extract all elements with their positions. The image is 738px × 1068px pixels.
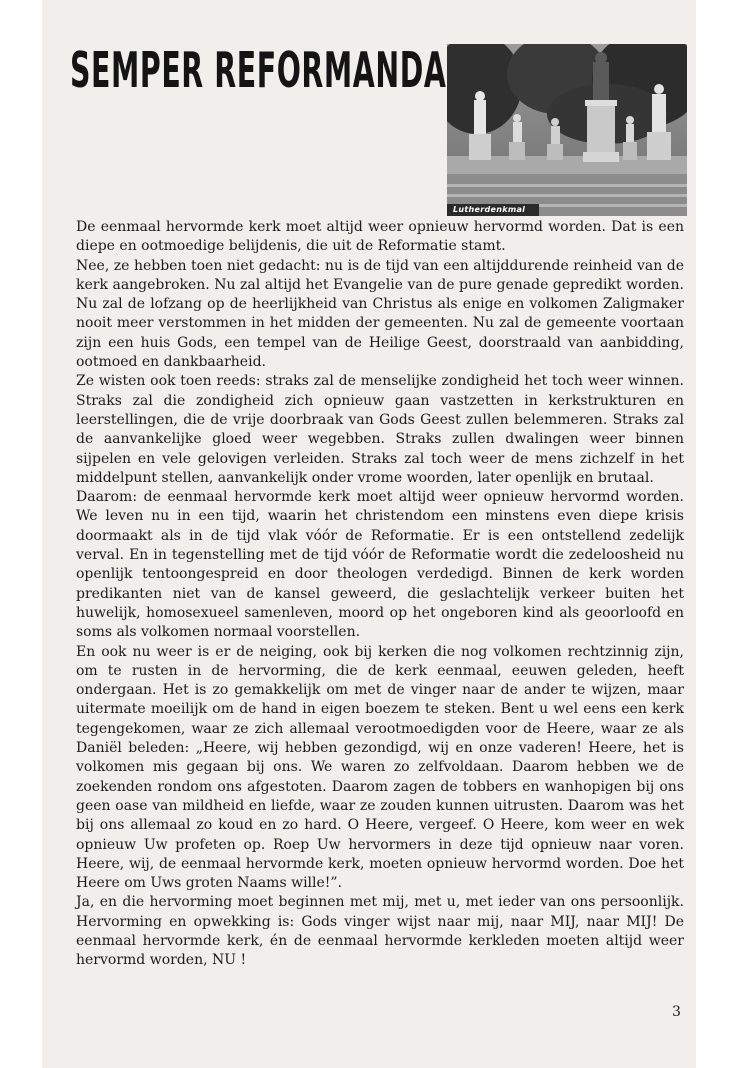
luther-monument-photo [447, 44, 687, 216]
article-body [76, 218, 684, 971]
paragraph: De eenmaal hervormde kerk moet altijd weer opnieuw hervormd worden. Dat is een diepe en ootmoedige belijdenis, die uit de Reformatie stamt. [76, 219, 684, 255]
paragraph: En ook nu weer is er de neiging, ook bij kerken die nog volkomen rechtzinnig zijn, om te rusten in de hervorming, die de kerk eenmaal, eeuwen geleden, heeft ondergaan. Het is zo gemakkelijk om met de vinger naar de ander te wijzen, maar uitermate moeilijk om de hand in eigen boezem te steken. Bent u wel eens een kerk tegengekomen, waar ze zich allemaal verootmoedigden voor de Heere, waar ze als Daniël beleden: „Heere, wij hebben gezondigd, wij en onze vaderen! Heere, het is volkomen mis gegaan bij ons. We waren zo zelfvoldaan. Daarom hebben we de zoekenden rondom ons afgestoten. Daarom zagen de tobbers en wanhopigen bij ons geen oase van mildheid en liefde, waar ze zouden kunnen uitrusten. Daarom was het bij ons allemaal zo koud en zo hard. O Heere, vergeef. O Heere, kom weer en wek opnieuw Uw profeten op. Roep Uw hervormers in deze tijd opnieuw naar voren. Heere, wij, de eenmaal hervormde kerk, moeten opnieuw hervormd worden. Doe het Heere om Uws groten Naams wille!”. [76, 643, 684, 892]
photo-caption: Lutherdenkmal [453, 205, 526, 214]
page-number: 3 [672, 1004, 681, 1020]
paragraph: Daarom: de eenmaal hervormde kerk moet altijd weer opnieuw hervormd worden. We leven nu in een tijd, waarin het christendom een minstens even diepe krisis doormaakt als in de tijd vlak vóór de Reformatie. Er is een ontstellend zedelijk verval. En in tegenstelling met de tijd vóór de Reformatie wordt die zedeloosheid nu openlijk tentoongespreid en door theologen verdedigd. Binnen de kerk worden predikanten niet van de kansel geweerd, die geslachtelijk verkeer buiten het huwelijk, homosexueel samenleven, moord op het ongeboren kind als geoorloofd en soms als volkomen normaal voorstellen. [76, 489, 684, 641]
paragraph: Ja, en die hervorming moet beginnen met mij, met u, met ieder van ons persoonlijk. Hervorming en opwekking is: Gods vinger wijst naar mij, naar MIJ, naar MIJ! De eenmaal hervormde kerk, én de eenmaal hervormde kerkleden moeten altijd weer hervormd worden, NU ! [76, 894, 684, 969]
page [42, 0, 696, 1068]
paragraph: Nee, ze hebben toen niet gedacht: nu is de tijd van een altijddurende reinheid van de kerk aangebroken. Nu zal altijd het Evangelie van de pure genade gepredikt worden. Nu zal de lofzang op de heerlijkheid van Christus als enige en volkomen Zaligmaker nooit meer verstommen in het midden der gemeenten. Nu zal de gemeente voortaan zijn een huis Gods, een tempel van de Heilige Geest, doorstraald van aanbidding, ootmoed en dankbaarheid. [76, 257, 684, 371]
article-title: SEMPER REFORMANDA [70, 42, 447, 99]
monument-illustration [447, 44, 687, 216]
paragraph: Ze wisten ook toen reeds: straks zal de menselijke zondigheid het toch weer winnen. Straks zal die zondigheid zich opnieuw gaan vastzetten in kerkstrukturen en leerstellingen, die de vrije doorbraak van Gods Geest zullen belemmeren. Straks zal de aanvankelijke gloed weer wegebben. Straks zullen dwalingen weer binnen sijpelen en vele gelovigen verleiden. Straks zal toch weer de mens zichzelf in het middelpunt stellen, aanvankelijk onder vrome woorden, later openlijk en brutaal. [76, 373, 684, 486]
